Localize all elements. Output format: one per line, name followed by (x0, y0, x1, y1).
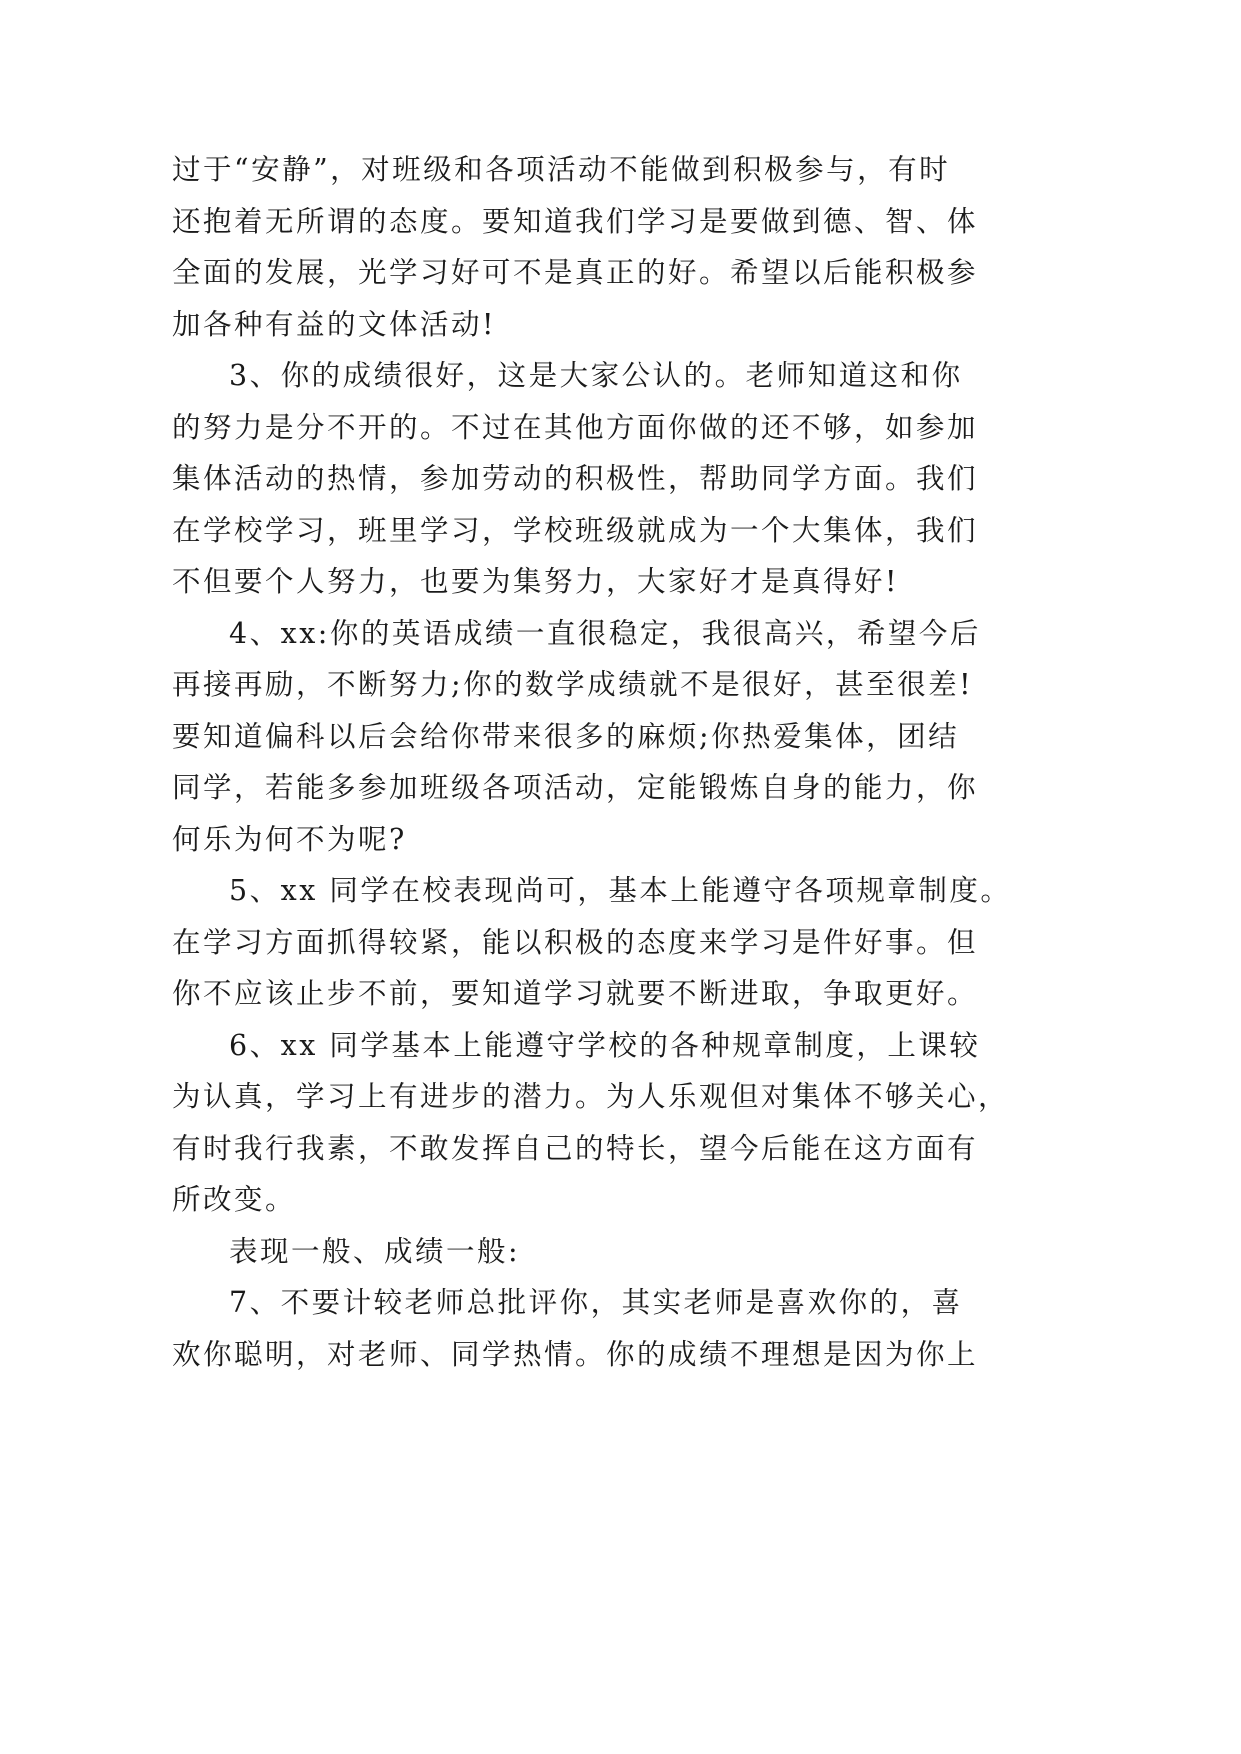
text-line: 的努力是分不开的。不过在其他方面你做的还不够，如参加 (172, 410, 979, 444)
text-line: 过于“安静”，对班级和各项活动不能做到积极参与，有时 (172, 153, 951, 186)
text-line: 有时我行我素，不敢发挥自己的特长，望今后能在这方面有 (172, 1131, 979, 1165)
text-line: 你不应该止步不前，要知道学习就要不断进取，争取更好。 (172, 977, 979, 1010)
text-line: 同学，若能多参加班级各项活动，定能锻炼自身的能力，你 (172, 771, 979, 804)
section-heading: 表现一般、成绩一般: (229, 1234, 521, 1268)
paragraph-start-line: 5、xx 同学在校表现尚可，基本上能遵守各项规章制度。 (229, 874, 1012, 907)
text-line: 要知道偏科以后会给你带来很多的麻烦;你热爱集体，团结 (172, 719, 960, 753)
text-line: 再接再励，不断努力;你的数学成绩就不是很好，甚至很差! (172, 668, 974, 701)
text-line: 何乐为何不为呢? (172, 822, 407, 856)
paragraph-start-line: 3、你的成绩很好，这是大家公认的。老师知道这和你 (229, 359, 963, 392)
text-line: 所改变。 (172, 1183, 297, 1216)
text-line: 全面的发展，光学习好可不是真正的好。希望以后能积极参 (172, 256, 979, 289)
text-line: 在学校学习，班里学习，学校班级就成为一个大集体，我们 (172, 513, 979, 547)
paragraph-start-line: 6、xx 同学基本上能遵守学校的各种规章制度，上课较 (229, 1028, 981, 1062)
document-body (172, 144, 1012, 1380)
text-line: 加各种有益的文体活动! (172, 307, 496, 341)
text-line: 为认真，学习上有进步的潜力。为人乐观但对集体不够关心， (172, 1080, 1010, 1113)
text-line: 集体活动的热情，参加劳动的积极性，帮助同学方面。我们 (172, 462, 979, 495)
text-line: 不但要个人努力，也要为集努力，大家好才是真得好! (172, 565, 899, 598)
text-line: 还抱着无所谓的态度。要知道我们学习是要做到德、智、体 (172, 204, 979, 238)
text-line: 欢你聪明，对老师、同学热情。你的成绩不理想是因为你上 (172, 1337, 979, 1371)
paragraph-start-line: 4、xx:你的英语成绩一直很稳定，我很高兴，希望今后 (229, 616, 981, 650)
paragraph-start-line: 7、不要计较老师总批评你，其实老师是喜欢你的，喜 (229, 1286, 963, 1319)
text-line: 在学习方面抓得较紧，能以积极的态度来学习是件好事。但 (172, 925, 979, 959)
